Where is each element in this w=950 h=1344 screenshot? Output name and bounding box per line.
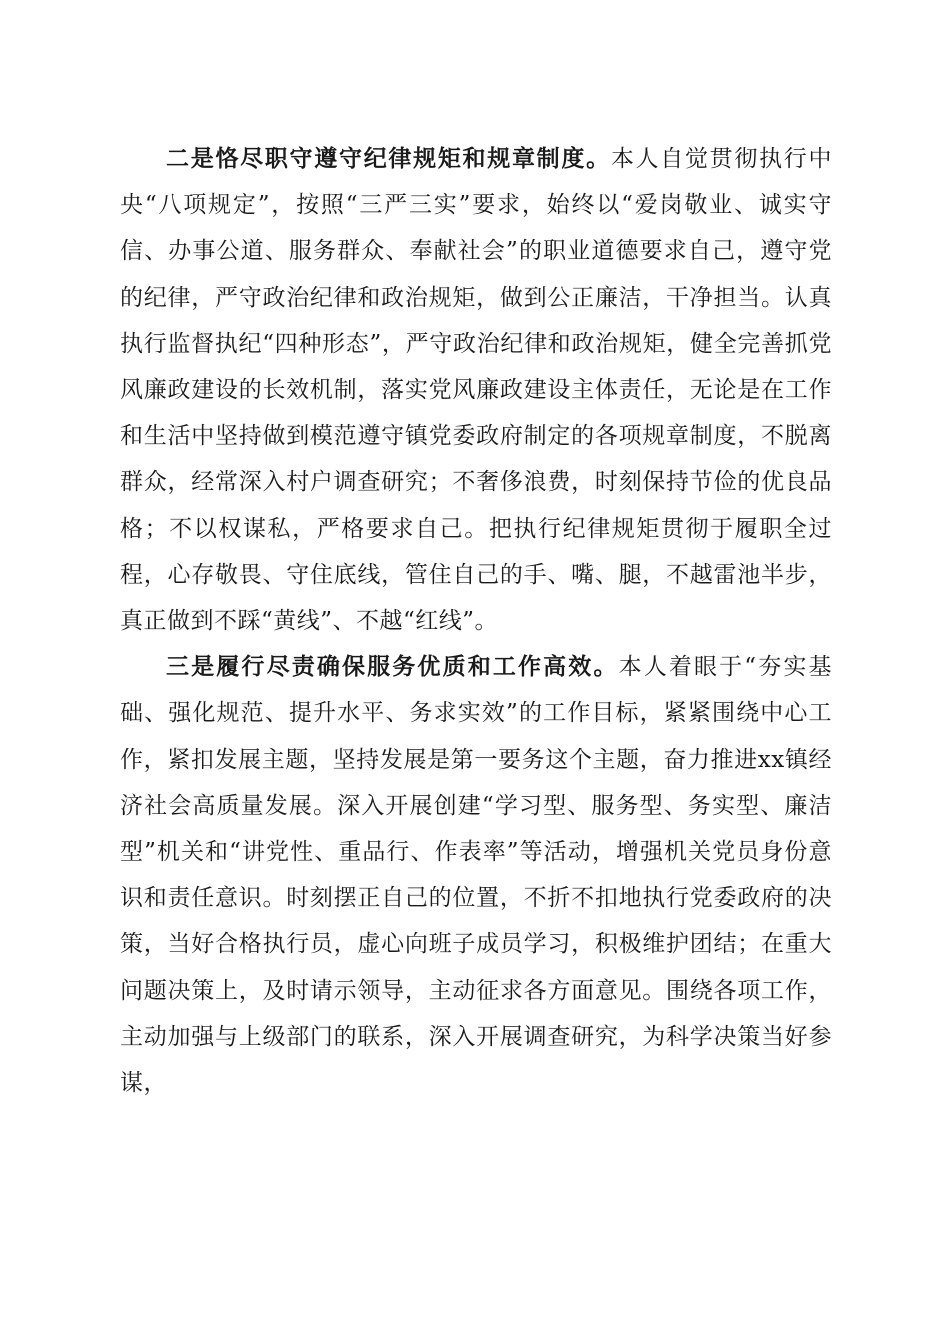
paragraph-heading: 三是履行尽责确保服务优质和工作高效。	[166, 654, 619, 681]
paragraph-heading: 二是恪尽职守遵守纪律规矩和规章制度。	[166, 146, 611, 172]
document-body	[120, 136, 832, 1106]
paragraph-text: 本人自觉贯彻执行中央“八项规定”，按照“三严三实”要求，始终以“爱岗敬业、诚实守信、办事公道、服务群众、奉献社会”的职业道德要求自己，遵守党的纪律，严守政治纪律和政治规矩，做到公正廉洁，干净担当。认真执行监督执纪“四种形态”，严守政治纪律和政治规矩，健全完善抓党风廉政建设的长效机制，落实党风廉政建设主体责任，无论是在工作和生活中坚持做到模范遵守镇党委政府制定的各项规章制度，不脱离群众，经常深入村户调查研究；不奢侈浪费，时刻保持节俭的优良品格；不以权谋私，严格要求自己。把执行纪律规矩贯彻于履职全过程，心存敬畏、守住底线，管住自己的手、嘴、腿，不越雷池半步，真正做到不踩“黄线”、不越“红线”。	[120, 146, 833, 635]
paragraph-discipline	[120, 136, 832, 644]
paragraph-text: 本人着眼于“夯实基础、强化规范、提升水平、务求实效”的工作目标，紧紧围绕中心工作，紧扣发展主题，坚持发展是第一要务这个主题，奋力推进xx镇经济社会高质量发展。深入开展创建“学习型、服务型、务实型、廉洁型”机关和“讲党性、重品行、作表率”等活动，增强机关党员身份意识和责任意识。时刻摆正自己的位置，不折不扣地执行党委政府的决策，当好合格执行员，虚心向班子成员学习，积极维护团结；在重大问题决策上，及时请示领导，主动征求各方面意见。围绕各项工作，主动加强与上级部门的联系，深入开展调查研究，为科学决策当好参谋，	[120, 654, 833, 1097]
paragraph-service	[120, 644, 832, 1106]
